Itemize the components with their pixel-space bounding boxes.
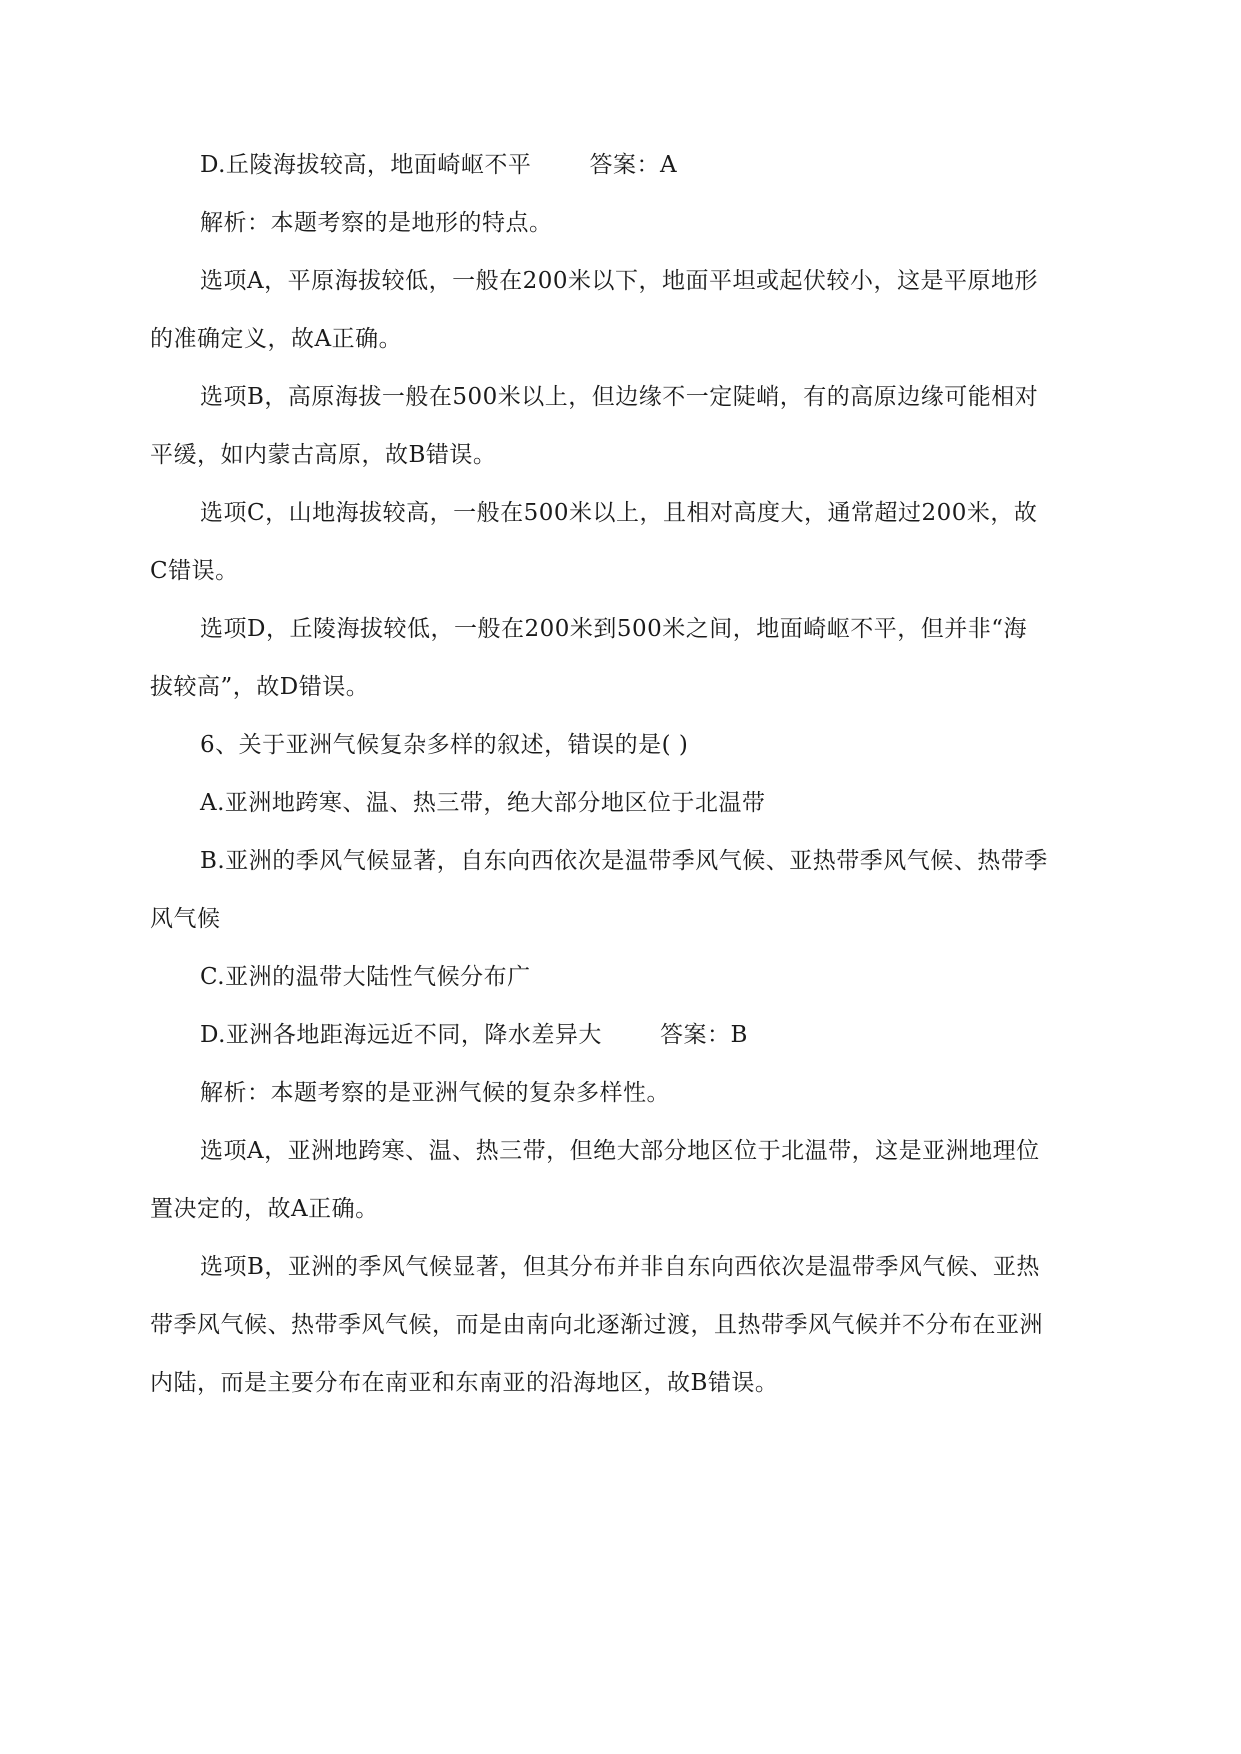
answer-label: 答案：A [589, 152, 678, 178]
paragraph-line: 平缓，如内蒙古高原，故B错误。 [150, 442, 497, 468]
paragraph-line: 置决定的，故A正确。 [150, 1196, 379, 1222]
option-a-line: A.亚洲地跨寒、温、热三带，绝大部分地区位于北温带 [200, 790, 766, 816]
paragraph-line: 带季风气候、热带季风气候，而是由南向北逐渐过渡，且热带季风气候并不分布在亚洲 [150, 1312, 1043, 1338]
paragraph-line: 拔较高”，故D错误。 [150, 674, 370, 700]
option-c-line: C.亚洲的温带大陆性气候分布广 [200, 964, 531, 990]
option-d-line: D.丘陵海拔较高，地面崎岖不平 答案：A [200, 152, 678, 178]
analysis-line: 解析：本题考察的是亚洲气候的复杂多样性。 [200, 1080, 670, 1106]
paragraph-line: 选项B，亚洲的季风气候显著，但其分布并非自东向西依次是温带季风气候、亚热 [200, 1254, 1040, 1280]
option-b-line: B.亚洲的季风气候显著，自东向西依次是温带季风气候、亚热带季风气候、热带季 [200, 848, 1048, 874]
paragraph-line: 内陆，而是主要分布在南亚和东南亚的沿海地区，故B错误。 [150, 1370, 779, 1396]
paragraph-line: 选项C，山地海拔较高，一般在500米以上，且相对高度大，通常超过200米，故 [200, 500, 1038, 526]
option-b-continuation: 风气候 [150, 906, 221, 932]
answer-label: 答案：B [659, 1022, 748, 1048]
paragraph-line: 选项A，亚洲地跨寒、温、热三带，但绝大部分地区位于北温带，这是亚洲地理位 [200, 1138, 1040, 1164]
paragraph-line: 选项B，高原海拔一般在500米以上，但边缘不一定陡峭，有的高原边缘可能相对 [200, 384, 1039, 410]
paragraph-line: C错误。 [150, 558, 239, 584]
paragraph-line: 的准确定义，故A正确。 [150, 326, 403, 352]
question-title: 6、关于亚洲气候复杂多样的叙述，错误的是( ) [200, 732, 689, 758]
paragraph-line: 选项A，平原海拔较低，一般在200米以下，地面平坦或起伏较小，这是平原地形 [200, 268, 1039, 294]
option-d-line: D.亚洲各地距海远近不同，降水差异大 答案：B [200, 1022, 748, 1048]
paragraph-line: 选项D，丘陵海拔较低，一般在200米到500米之间，地面崎岖不平，但并非“海 [200, 616, 1027, 642]
analysis-line: 解析：本题考察的是地形的特点。 [200, 210, 553, 236]
